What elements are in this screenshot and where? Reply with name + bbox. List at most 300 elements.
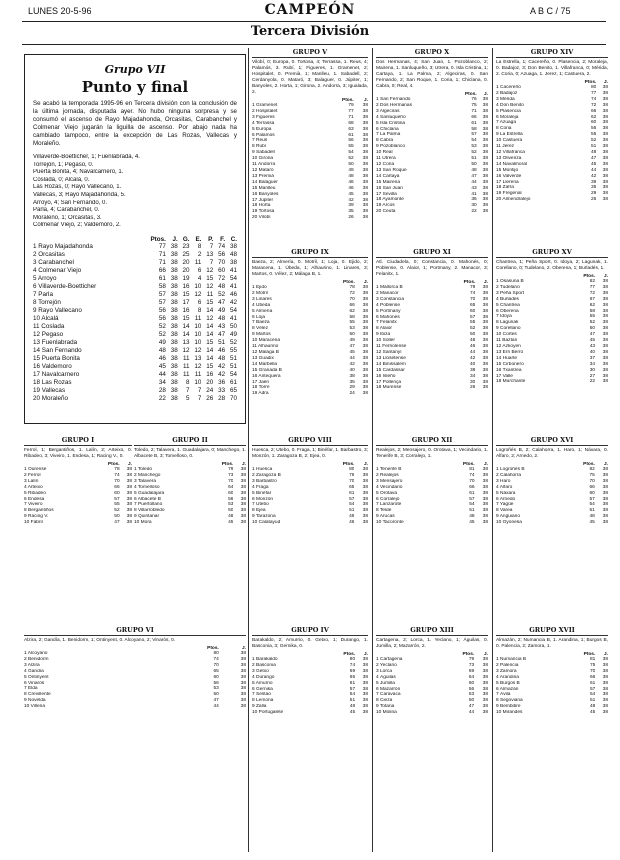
banner-rule <box>22 44 606 45</box>
table-row: 13 Olivenza 47 38 <box>496 155 608 161</box>
group-title: GRUPO X <box>376 48 488 58</box>
table-row: 2 Benidorm 74 38 <box>24 656 246 662</box>
table-row: 20 Ceuta 22 38 <box>376 209 488 215</box>
group-results: Baeza, 2; Almería, 0. Motril, 1; Loja, 0. Ejido, 2; Maracena, 1. Úbeda, 1; Alhaurino, 1. Linares, 3; Martos, 0. Vélez, 2; Málaga B, 1. <box>252 260 368 277</box>
table-row: 4 Durango 65 38 <box>252 674 368 680</box>
group-block <box>252 626 368 852</box>
table-row: 11 Coslada 52 38 14 10 14 43 50 <box>33 322 237 330</box>
table-row: 1 Toledo 79 38 <box>134 467 246 472</box>
table-row: 3 Alzira 70 38 <box>24 662 246 668</box>
table-row: 5 Chantrea 62 38 <box>496 302 608 308</box>
table-row: 9 Rayo Vallecano 56 38 16 8 14 49 54 <box>33 306 237 314</box>
table-row: 7 Parla 57 38 15 12 11 52 46 <box>33 290 237 298</box>
table-row: 5 Isla Cristina 61 38 <box>376 120 488 126</box>
table-row: 9 Martos 50 38 <box>252 332 368 338</box>
table-row: 4 Tomelloso 64 38 <box>134 484 246 490</box>
table-row: 4 Terrassa 68 38 <box>252 120 368 126</box>
table-row: 2 Orcasitas 71 38 25 2 13 56 48 <box>33 250 237 258</box>
column-header: G. <box>182 235 190 243</box>
table-row: 20 Moraleño 22 38 5 7 26 28 70 <box>33 394 237 402</box>
table-row: 3 Barbastro 70 38 <box>252 478 368 484</box>
table-row: 10 Portugalete 45 38 <box>252 710 368 716</box>
table-row: 11 Utrera 51 38 <box>376 156 488 162</box>
column-header: C. <box>230 235 237 243</box>
table-row: 13 Erri Berro 40 38 <box>496 349 608 355</box>
group-standings-table: Ptos. J. 1 Cacereño 80 38 2 Badajoz 77 38 3 Mérida 74 38 4 Don Benito 72 38 5 Plasencia 66 38 6 Moraleja 62 38 7 Azuaga 60 38 8 Coria 56 38 9 La Estrella 55 38 10 Castuera 52 38 11 Jerez 51 38 12 Villafranca 48 38 13 Olivenza 47 38 14 Navalmoral 45 38 15 Montijo 44 38 16 Valverde 42 38 17 Llerena 39 38 18 Zafra 35 38 19 Fregenal 29 38 20 Almendralejo 25 38 <box>496 80 608 203</box>
table-row: 18 Murense 26 38 <box>376 385 488 391</box>
table-row: 11 Ferriolense 46 38 <box>376 344 488 350</box>
table-row: 8 Ejea 51 38 <box>252 508 368 514</box>
group-standings-table: Ptos. J. 1 Logroñés B 82 38 2 Calahorra 75 38 3 Haro 70 38 4 Alfaro 66 38 5 Náxara 60 38 6 Arnedo 57 38 7 Yagüe 54 38 8 Varea 51 38 9 Anguiano 48 38 10 Oyonesa 45 38 <box>496 462 608 526</box>
table-row: 12 Pegaso 52 38 14 10 14 47 49 <box>33 330 237 338</box>
table-row: 6 Vinaròs 56 38 <box>24 680 246 686</box>
group-results: Alzira, 2; Gandía, 1. Benidorm, 1; Ontinyent, 0. Alcoyano, 2; Vinaròs, 0. <box>24 638 176 643</box>
group-block <box>376 248 488 434</box>
table-row: 10 Mora 45 38 <box>134 520 246 526</box>
table-row: 6 Loja 58 38 <box>252 314 368 320</box>
group-results: Realejos, 2; Mensajero, 0. Orotava, 1; Vecindario, 1. Tenerife B, 3; Corralejo, 1. <box>376 448 488 459</box>
table-row: 5 Portmany 60 38 <box>376 308 488 314</box>
table-row: 8 Lagunak 52 38 <box>496 320 608 326</box>
table-row: 8 Coria 56 38 <box>496 126 608 132</box>
column-header: Ptos. <box>150 235 166 243</box>
table-row: 2 Basconia 74 38 <box>252 662 368 668</box>
group-results: Ferrol, 1; Bergantiños, 1. Lalín, 2; Arteixo, 0. Ribadeo, 3; Viveiro, 1. Endesa, 1; Racing V., 0. <box>24 448 132 459</box>
group-results: La Estrella, 1; Cacereño, 0. Plasencia, 2; Moraleja, 0. Badajoz, 3; Don Benito, 1. Villafranca, 0; Mérida, 2. Coria, 0; Azuaga, 1. Jerez, 1; Castuera, 2. <box>496 60 608 77</box>
table-row: 8 Cabra 54 38 <box>376 138 488 144</box>
feature-results <box>33 154 237 230</box>
table-row: 10 Real 52 38 <box>376 150 488 156</box>
table-row: 7 Elda 53 38 <box>24 686 246 692</box>
table-row: 10 Sóller 48 38 <box>376 338 488 344</box>
table-row: 12 Coria 50 38 <box>376 161 488 167</box>
table-row: 18 Las Rozas 34 38 8 10 20 36 61 <box>33 378 237 386</box>
match-result: Las Rozas, 0; Rayo Vallecano, 1. <box>33 184 122 191</box>
group-results: Toledo, 2; Talavera, 1. Guadalajara, 0; Manchego, 1. Albacete B, 3; Tomelloso, 0. <box>134 448 246 459</box>
group-results: Cartagena, 2; Lorca, 1. Yeclano, 1; Águilas, 0. Jumilla, 2; Mazarrón, 2. <box>376 638 488 649</box>
table-row: 3 Getxo 69 38 <box>252 668 368 674</box>
group-block <box>496 248 608 434</box>
table-row: 15 Cardassar 38 38 <box>376 367 488 373</box>
table-row: 17 Júpiter 42 38 <box>252 197 368 203</box>
table-row: 3 Constancia 70 38 <box>376 296 488 302</box>
table-row: 5 Guadalajara 60 38 <box>134 490 246 496</box>
table-row: 13 Premià 48 38 <box>252 173 368 179</box>
match-result: Villaverde-Boetticher, 1; Fuenlabrada, 4. <box>33 154 140 160</box>
group-title: GRUPO XI <box>376 248 488 258</box>
table-row: 1 Alcoyano 80 38 <box>24 651 246 656</box>
table-row: 20 Almendralejo 25 38 <box>496 197 608 203</box>
table-row: 7 Viveiro 55 38 <box>24 502 132 508</box>
group-standings-table: Ptos. J. 1 Cartagena 79 38 2 Yeclano 73 38 3 Lorca 69 38 4 Águilas 64 38 5 Jumilla 60 38 6 Mazarrón 56 38 7 Caravaca 53 38 8 Cieza 50 38 9 Totana 47 38 10 Molina 44 38 <box>376 652 488 716</box>
group-block <box>252 48 368 244</box>
table-row: 19 Fregenal 29 38 <box>496 191 608 197</box>
table-row: 3 Figueres 71 38 <box>252 114 368 120</box>
group-title: GRUPO IX <box>252 248 368 258</box>
table-row: 6 Mahonés 57 38 <box>376 314 488 320</box>
group-block <box>24 436 132 624</box>
table-row: 4 Colmenar Viejo 66 38 20 6 12 60 41 <box>33 266 237 274</box>
table-row: 17 Sevilla 41 38 <box>376 191 488 197</box>
table-row: 18 Torre 29 38 <box>252 385 368 391</box>
group-block <box>252 248 368 434</box>
table-row: 2 Hospitalet 77 38 <box>252 108 368 114</box>
table-row: 6 Corralejo 57 38 <box>376 496 488 502</box>
table-row: 2 Manacor 74 38 <box>376 290 488 296</box>
group-standings-table: Ptos. J. 1 Toledo 79 38 2 Manchego 73 38 3 Talavera 70 38 4 Tomelloso 64 38 5 Guadalajara 60 38 6 Albacete B 56 38 7 Puertollano 53 38 8 Villarrobledo 50 38 9 Quintanar 48 38 10 Mora 45 38 <box>134 462 246 526</box>
match-result: Puerta Bonita, 4; Navalcarnero, 1. <box>33 169 124 176</box>
table-row: 17 Navalcarnero 44 38 11 11 16 42 54 <box>33 370 237 378</box>
table-row: 8 Rubí 55 38 <box>252 144 368 150</box>
table-row: 9 Zalla 48 38 <box>252 704 368 710</box>
table-row: 9 Tarazona 49 38 <box>252 514 368 520</box>
table-row: 17 Valle 27 38 <box>496 373 608 379</box>
table-row: 4 Gandía 65 38 <box>24 668 246 674</box>
table-row: 3 Talavera 70 38 <box>134 478 246 484</box>
table-row: 1 Cacereño 80 38 <box>496 85 608 90</box>
table-row: 2 Palencia 75 38 <box>496 662 608 668</box>
table-row: 15 Puerta Bonita 46 38 11 13 14 48 51 <box>33 354 237 362</box>
group-block <box>134 436 246 624</box>
table-row: 8 Segoviana 51 38 <box>496 698 608 704</box>
table-row: 19 Adra 24 38 <box>252 391 368 397</box>
table-row: 14 Binissalem 40 38 <box>376 361 488 367</box>
table-row: 4 Vecindario 66 38 <box>376 484 488 490</box>
table-row: 19 Arcos 30 38 <box>376 203 488 209</box>
table-row: 4 Águilas 64 38 <box>376 674 488 680</box>
table-row: 3 Mensajero 70 38 <box>376 478 488 484</box>
table-row: 14 Huarte 37 38 <box>496 355 608 361</box>
table-row: 1 Huesca 80 38 <box>252 467 368 472</box>
header-rule <box>22 21 606 22</box>
table-row: 3 Peña Sport 72 38 <box>496 290 608 296</box>
group-block <box>24 626 246 852</box>
table-row: 10 Girona 52 38 <box>252 156 368 162</box>
table-row: 10 Mirandés 45 38 <box>496 710 608 716</box>
table-row: 9 Sabadell 54 38 <box>252 150 368 156</box>
table-row: 20 Vilobí 26 38 <box>252 215 368 221</box>
table-row: 6 Gernika 57 38 <box>252 686 368 692</box>
table-row: 12 Azkoyen 43 38 <box>496 343 608 349</box>
group-block <box>496 48 608 244</box>
table-row: 14 Cartaya 47 38 <box>376 173 488 179</box>
table-row: 2 Motril 72 38 <box>252 290 368 296</box>
table-row: 12 Santanyí 44 38 <box>376 349 488 355</box>
banner-title: Tercera División <box>250 24 370 39</box>
table-row: 7 Caravaca 53 38 <box>376 692 488 698</box>
match-result: Coslada, 0; Alcalá, 0. <box>33 176 90 183</box>
table-row: 1 Ourense 78 38 <box>24 467 132 472</box>
group-standings-table: Ptos. J. 1 Ourense 78 38 2 Ferrol 74 38 3 Lalín 70 38 4 Arteixo 66 38 5 Ribadeo 60 38 6 Endesa 57 38 7 Viveiro 55 38 8 Bergantiños 52 38 9 Racing V. 50 38 10 Fabril 47 38 <box>24 462 132 526</box>
group-results: Huesca, 2; Utebo, 0. Fraga, 1; Binéfar, 1. Barbastro, 3; Monzón, 1. Zaragoza B, 2; Ejea, 0. <box>252 448 368 459</box>
group-block <box>376 626 488 852</box>
table-row: 18 Horta 39 38 <box>252 203 368 209</box>
group-block <box>252 436 368 624</box>
table-row: 4 Fraga 65 38 <box>252 484 368 490</box>
section-title: CAMPEÓN <box>264 2 356 18</box>
match-result: Colmenar Viejo, 2; Valdemoro, 2. <box>33 222 121 229</box>
table-row: 4 Poblense 65 38 <box>376 302 488 308</box>
table-row: 8 Torrejón 57 38 17 6 15 47 42 <box>33 298 237 306</box>
group-title: GRUPO XII <box>376 436 488 446</box>
table-row: 16 Valverde 42 38 <box>496 173 608 179</box>
table-row: 5 Almería 62 38 <box>252 308 368 314</box>
table-row: 12 Mataró 49 38 <box>252 167 368 173</box>
table-row: 14 Navalmoral 45 38 <box>496 161 608 167</box>
table-row: 6 Palamós 61 38 <box>252 132 368 138</box>
match-result: Moraleño, 1; Orcasitas, 3. <box>33 214 102 221</box>
table-row: 6 Moraleja 62 38 <box>496 114 608 120</box>
table-row: 5 Ribadeo 60 38 <box>24 490 132 496</box>
table-row: 9 Quintanar 48 38 <box>134 514 246 520</box>
table-row: 16 Banyoles 45 38 <box>252 191 368 197</box>
group-standings-table: Ptos. J. 1 Mallorca B 79 38 2 Manacor 74 38 3 Constancia 70 38 4 Poblense 65 38 5 Portmany 60 38 6 Mahonés 57 38 7 Felanitx 55 38 8 Alaior 52 38 9 Ibiza 50 38 10 Sóller 48 38 11 Ferriolense 46 38 12 Santanyí 44 38 13 Llosetense 42 38 14 Binissalem 40 38 15 Cardassar 38 38 16 Isleño 34 38 17 Pollença 30 38 18 Murense 26 38 <box>376 280 488 391</box>
table-row: 18 Ayamonte 36 38 <box>376 197 488 203</box>
table-row: 5 Binéfar 61 38 <box>252 490 368 496</box>
table-row: 6 Monzón 57 38 <box>252 496 368 502</box>
table-row: 8 Cieza 50 38 <box>376 698 488 704</box>
table-row: 8 Varea 51 38 <box>496 508 608 514</box>
table-row: 14 Balaguer 46 38 <box>252 179 368 185</box>
table-row: 4 Don Benito 72 38 <box>496 102 608 108</box>
table-row: 9 Racing V. 50 38 <box>24 514 132 520</box>
table-row: 7 Sestao 54 38 <box>252 692 368 698</box>
table-row: 6 Endesa 57 38 <box>24 496 132 502</box>
match-result: Parla, 4; Carabanchel, 0. <box>33 207 100 214</box>
table-row: 2 Yeclano 73 38 <box>376 662 488 668</box>
table-row: 4 Arandina 66 38 <box>496 674 608 680</box>
table-row: 2 Tudelano 77 38 <box>496 284 608 290</box>
table-row: 7 Puertollano 53 38 <box>134 502 246 508</box>
table-row: 4 Sanluqueño 66 38 <box>376 114 488 120</box>
page-header <box>0 0 620 22</box>
column-divider <box>492 48 493 852</box>
table-row: 13 Llosetense 42 38 <box>376 355 488 361</box>
table-row: 1 Cartagena 79 38 <box>376 657 488 662</box>
group-block <box>376 436 488 624</box>
table-row: 3 Zamora 70 38 <box>496 668 608 674</box>
group-title: GRUPO XIII <box>376 626 488 636</box>
table-row: 17 Jaén 35 38 <box>252 379 368 385</box>
table-row: 9 Arucas 48 38 <box>376 514 488 520</box>
column-header <box>33 236 140 243</box>
table-row: 7 Idoya 55 38 <box>496 314 608 320</box>
table-row: 7 Utebo 54 38 <box>252 502 368 508</box>
table-row: 5 Náxara 60 38 <box>496 490 608 496</box>
table-row: 1 Gramenet 79 38 <box>252 103 368 108</box>
table-row: 2 Manchego 73 38 <box>134 472 246 478</box>
table-row: 5 Europa 63 38 <box>252 126 368 132</box>
table-row: 7 Yagüe 54 38 <box>496 502 608 508</box>
table-row: 2 Dos Hermanas 75 38 <box>376 102 488 108</box>
group-standings-table: Ptos. J. 1 Huesca 80 38 2 Zaragoza B 76 38 3 Barbastro 70 38 4 Fraga 65 38 5 Binéfar 61 38 6 Monzón 57 38 7 Utebo 54 38 8 Ejea 51 38 9 Tarazona 49 38 10 Calatayud 46 38 <box>252 462 368 526</box>
group-title: GRUPO XV <box>496 248 608 258</box>
table-row: 6 Albacete B 56 38 <box>134 496 246 502</box>
table-row: 9 Anguiano 48 38 <box>496 514 608 520</box>
table-row: 6 Arnedo 57 38 <box>496 496 608 502</box>
table-row: 10 Cortes 47 38 <box>496 332 608 338</box>
table-row: 5 Jumilla 60 38 <box>376 680 488 686</box>
table-row: 9 Totana 47 38 <box>376 704 488 710</box>
group-standings-table: Ptos. J. 1 Numancia B 81 38 2 Palencia 75 38 3 Zamora 70 38 4 Arandina 66 38 5 Burgos B 61 38 6 Almazán 57 38 7 Ávila 54 38 8 Segoviana 51 38 9 Bembibre 48 38 10 Mirandés 45 38 <box>496 652 608 716</box>
table-row: 4 Úbeda 66 38 <box>252 302 368 308</box>
group-results: Almazán, 2; Numancia B, 1. Arandina, 1; Burgos B, 0. Palencia, 2; Zamora, 1. <box>496 638 608 649</box>
table-row: 16 Antequera 38 38 <box>252 373 368 379</box>
table-row: 1 Rayo Majadahonda 77 38 23 8 7 74 38 <box>33 242 237 250</box>
table-row: 6 Mazarrón 56 38 <box>376 686 488 692</box>
table-row: 5 Ontinyent 60 38 <box>24 674 246 680</box>
table-row: 11 Baztán 45 38 <box>496 338 608 344</box>
table-row: 13 San Roque 48 38 <box>376 167 488 173</box>
group-title: GRUPO VIII <box>252 436 368 446</box>
table-row: 1 Osasuna B 82 38 <box>496 279 608 284</box>
group-results: Logroñés B, 2; Calahorra, 1. Haro, 1; Náxara, 0. Alfaro, 2; Arnedo, 2. <box>496 448 608 459</box>
group-title: GRUPO XVII <box>496 626 608 636</box>
group-block <box>496 626 608 852</box>
group-standings-table: Ptos. J. 1 San Fernando 76 38 2 Dos Hermanas 75 38 3 Algeciras 71 38 4 Sanluqueño 66 38 5 Isla Cristina 61 38 6 Chiclana 58 38 7 La Palma 57 38 8 Cabra 54 38 9 Pozoblanco 53 38 10 Real 52 38 11 Utrera 51 38 12 Coria 50 38 13 San Roque 48 38 14 Cartaya 47 38 15 Mairena 44 38 16 San Juan 43 38 17 Sevilla 41 38 18 Ayamonte 36 38 19 Arcos 30 38 20 Ceuta 22 38 <box>376 92 488 215</box>
table-row: 7 La Palma 57 38 <box>376 132 488 138</box>
table-row: 10 Calatayud 46 38 <box>252 520 368 526</box>
table-row: 9 Novelda 47 38 <box>24 698 246 704</box>
table-row: 2 Realejos 74 38 <box>376 472 488 478</box>
group-results: Vilobí, 0; Europa, 0. Tortosa, 4; Terrassa, 1. Reus, 4; Palamós, 3. Rubí, 1; Figueres, 1. Gramenet, 2; Hospitalet, 0. Premià, 1; Manlleu, 1. Sabadell, 2; Cerdanyola, 0. Mataró, 3; Balaguer, 0. Júpiter, 1; Banyoles, 2. Horta, 1; Girona, 2. Andorra, 3; Igualada, 2. <box>252 60 368 95</box>
group-results: Atl. Ciudadela, 0; Constancia, 0. Mahonés, 0; Poblense, 0. Alaior, 1; Portmany, 2. Manacor, 3; Felanitx, 1. <box>376 260 488 277</box>
table-row: 3 Lorca 69 38 <box>376 668 488 674</box>
issue-date: LUNES 20-5-96 <box>28 6 92 16</box>
feature-headline: Punto y final <box>81 78 189 96</box>
group-title: GRUPO XIV <box>496 48 608 58</box>
table-row: 14 San Fernando 48 38 12 12 14 46 55 <box>33 346 237 354</box>
table-row: 11 Alhaurino 47 38 <box>252 344 368 350</box>
group-block <box>376 48 488 244</box>
table-row: 12 Villafranca 48 38 <box>496 149 608 155</box>
column-divider <box>248 48 249 852</box>
table-row: 1 Logroñés B 82 38 <box>496 467 608 472</box>
table-row: 8 Bergantiños 52 38 <box>24 508 132 514</box>
table-row: 7 Reus 56 38 <box>252 138 368 144</box>
group-standings-table: Ptos. J. 1 Osasuna B 82 38 2 Tudelano 77 38 3 Peña Sport 72 38 4 Burladés 67 38 5 Chantrea 62 38 6 Oberena 58 38 7 Idoya 55 38 8 Lagunak 52 38 9 Corellano 50 38 10 Cortes 47 38 11 Baztán 45 38 12 Azkoyen 43 38 13 Erri Berro 40 38 14 Huarte 37 38 15 Cirbonero 34 38 16 Txantrea 30 38 17 Valle 27 38 18 Murchante 22 38 <box>496 274 608 385</box>
table-row: 4 Arteixo 66 38 <box>24 484 132 490</box>
column-header: P. <box>208 235 214 243</box>
table-row: 10 Oyonesa 45 38 <box>496 520 608 526</box>
table-row: 5 Arroyo 61 38 19 4 15 72 54 <box>33 274 237 282</box>
table-row: 5 Amurrio 61 38 <box>252 680 368 686</box>
table-row: 10 Tacoronte 45 38 <box>376 520 488 526</box>
table-row: 5 Orotava 61 38 <box>376 490 488 496</box>
table-row: 15 Mairena 44 38 <box>376 179 488 185</box>
table-row: 17 Pollença 30 38 <box>376 379 488 385</box>
table-row: 9 La Estrella 55 38 <box>496 132 608 138</box>
table-row: 1 Mallorca B 79 38 <box>376 285 488 290</box>
table-row: 7 Azuaga 60 38 <box>496 120 608 126</box>
group-standings-table: Ptos. J. 1 Gramenet 79 38 2 Hospitalet 77 38 3 Figueres 71 38 4 Terrassa 68 38 5 Europa 63 38 6 Palamós 61 38 7 Reus 56 38 8 Rubí 55 38 9 Sabadell 54 38 10 Girona 52 38 11 Andorra 50 38 12 Mataró 49 38 13 Premià 48 38 14 Balaguer 46 38 15 Manlleu 46 38 16 Banyoles 45 38 17 Júpiter 42 38 18 Horta 39 38 19 Tortosa 35 38 20 Vilobí 26 38 <box>252 98 368 221</box>
table-row: 15 Granada B 40 38 <box>252 367 368 373</box>
group-block <box>496 436 608 624</box>
table-row: 3 Haro 70 38 <box>496 478 608 484</box>
group-title: GRUPO V <box>252 48 368 58</box>
table-row: 1 Tenerife B 81 38 <box>376 467 488 472</box>
feature-kicker: Grupo VII <box>104 63 166 76</box>
table-row: 12 Málaga B 45 38 <box>252 349 368 355</box>
table-row: 16 Txantrea 30 38 <box>496 367 608 373</box>
table-row: 9 Ibiza 50 38 <box>376 332 488 338</box>
table-row: 10 Maracena 49 38 <box>252 338 368 344</box>
table-row: 19 Tortosa 35 38 <box>252 209 368 215</box>
table-row: 1 San Fernando 76 38 <box>376 97 488 102</box>
table-row: 8 Lemona 51 38 <box>252 698 368 704</box>
table-row: 19 Vallecas 28 38 7 7 24 33 65 <box>33 386 237 394</box>
table-row: 2 Badajoz 77 38 <box>496 90 608 96</box>
table-row: 2 Zaragoza B 76 38 <box>252 472 368 478</box>
table-row: 15 Montijo 44 38 <box>496 167 608 173</box>
table-row: 4 Burladés 67 38 <box>496 296 608 302</box>
group-standings-table: Ptos. J. 1 Ejido 78 38 2 Motril 72 38 3 Linares 70 38 4 Úbeda 66 38 5 Almería 62 38 6 Loja 58 38 7 Baeza 55 38 8 Vélez 53 38 9 Martos 50 38 10 Maracena 49 38 11 Alhaurino 47 38 12 Málaga B 45 38 13 Guadix 44 38 14 Marbella 42 38 15 Granada B 40 38 16 Antequera 38 38 17 Jaén 35 38 18 Torre 29 38 19 Adra 24 38 <box>252 280 368 397</box>
table-row: 10 Castuera 52 38 <box>496 138 608 144</box>
table-row: 15 Cirbonero 34 38 <box>496 361 608 367</box>
group-title: GRUPO IV <box>252 626 368 636</box>
table-row: 8 Vélez 53 38 <box>252 326 368 332</box>
table-row: 7 Baeza 55 38 <box>252 320 368 326</box>
group-title: GRUPO II <box>134 436 246 446</box>
table-row: 16 San Juan 43 38 <box>376 185 488 191</box>
column-header: J. <box>172 235 178 243</box>
group-title: GRUPO XVI <box>496 436 608 446</box>
table-row: 5 Plasencia 66 38 <box>496 108 608 114</box>
table-row: 8 Telde 51 38 <box>376 508 488 514</box>
table-row: 4 Alfaro 66 38 <box>496 484 608 490</box>
table-row: 15 Manlleu 46 38 <box>252 185 368 191</box>
match-result: Vallecas, 3; Rayo Majadahonda, 5. <box>33 191 126 198</box>
table-row: 7 Ávila 54 38 <box>496 692 608 698</box>
table-row: 8 Villarrobledo 50 38 <box>134 508 246 514</box>
table-row: 5 Burgos B 61 38 <box>496 680 608 686</box>
feature-box-group-vii <box>24 54 246 424</box>
table-row: 8 Crevillente 50 38 <box>24 692 246 698</box>
group-standings-table: Ptos. J. 1 Barakaldo 80 38 2 Basconia 74 38 3 Getxo 69 38 4 Durango 65 38 5 Amurrio 61 38 6 Gernika 57 38 7 Sestao 54 38 8 Lemona 51 38 9 Zalla 48 38 10 Portugalete 45 38 <box>252 652 368 716</box>
column-divider <box>372 48 373 852</box>
table-row: 2 Calahorra 75 38 <box>496 472 608 478</box>
table-row: 11 Jerez 51 38 <box>496 144 608 150</box>
table-row: 2 Ferrol 74 38 <box>24 472 132 478</box>
column-header: F. <box>220 235 226 243</box>
table-row: 3 Mérida 74 38 <box>496 96 608 102</box>
page-number: A B C / 75 <box>530 6 571 16</box>
table-row: 7 Felanitx 55 38 <box>376 320 488 326</box>
table-row: 3 Carabanchel 71 38 20 11 7 70 38 <box>33 258 237 266</box>
table-row: 3 Algeciras 71 38 <box>376 108 488 114</box>
table-row: 10 Fabril 47 38 <box>24 520 132 526</box>
table-row: 1 Numancia B 81 38 <box>496 657 608 662</box>
table-row: 10 Alcalá 56 38 15 11 12 48 41 <box>33 314 237 322</box>
table-row: 1 Barakaldo 80 38 <box>252 657 368 662</box>
table-row: 10 Molina 44 38 <box>376 710 488 716</box>
table-row: 17 Llerena 39 38 <box>496 179 608 185</box>
group-results: Dos Hermanas, 4; San Juan, 1. Pozoblanco, 2; Mairena, 1. Sanluqueño, 3; Utrera, 0. Isla Cristina, 1; Cartaya, 1. La Palma, 2; Algeciras, 0. San Fernando, 2; San Roque, 1. Coria, 1; Chiclana, 0. Cabra, 0; Real, 4. <box>376 60 488 89</box>
table-row: 13 Fuenlabrada 49 38 13 10 15 51 52 <box>33 338 237 346</box>
table-row: 6 Almazán 57 38 <box>496 686 608 692</box>
table-row: 7 Lanzarote 54 38 <box>376 502 488 508</box>
table-row: 9 Bembibre 48 38 <box>496 704 608 710</box>
table-row: 3 Lalín 70 38 <box>24 478 132 484</box>
group-title: GRUPO VI <box>24 626 246 636</box>
table-row: 10 Villena 44 38 <box>24 704 246 710</box>
table-row: 3 Linares 70 38 <box>252 296 368 302</box>
table-row: 11 Andorra 50 38 <box>252 162 368 168</box>
table-row: 14 Marbella 42 38 <box>252 361 368 367</box>
group-standings-table: Ptos. J. 1 Tenerife B 81 38 2 Realejos 74 38 3 Mensajero 70 38 4 Vecindario 66 38 5 Orotava 61 38 6 Corralejo 57 38 7 Lanzarote 54 38 8 Telde 51 38 9 Arucas 48 38 10 Tacoronte 45 38 <box>376 462 488 526</box>
table-row: 16 Isleño 34 38 <box>376 373 488 379</box>
group-title: GRUPO I <box>24 436 132 446</box>
